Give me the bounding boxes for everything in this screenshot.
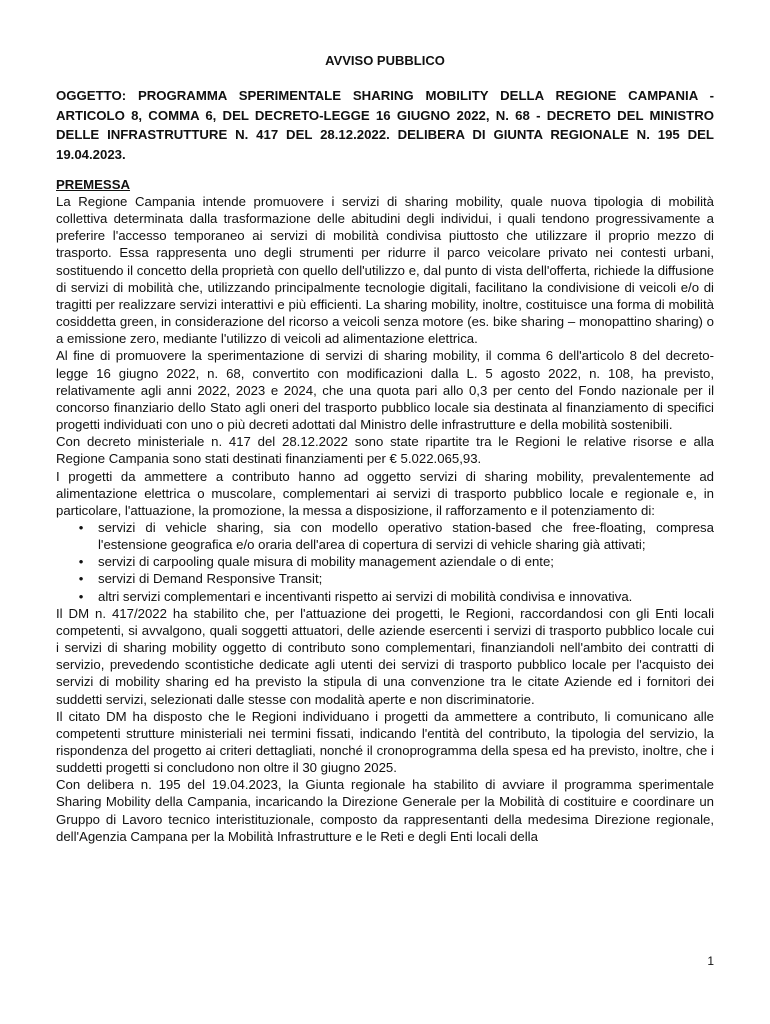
bullet-icon: • — [78, 519, 84, 535]
bullet-item — [78, 553, 714, 570]
paragraph-6: Il citato DM ha disposto che le Regioni individuano i progetti da ammettere a contributo, li comunicano alle competenti strutture ministeriali nei termini fissati, indicando l'entità del contributo, la tipologia del servizio, la rispondenza del progetto ai criteri dettagliati, nonché il cronoprogramma della spesa ed ha previsto, inoltre, che i suddetti progetti si concludono non oltre il 30 giugno 2025. — [56, 708, 714, 776]
bullet-text: servizi di carpooling quale misura di mobility management aziendale o di ente; — [98, 554, 554, 570]
paragraph-1: La Regione Campania intende promuovere i servizi di sharing mobility, quale nuova tipologia di mobilità collettiva determinata dalla trasformazione delle abitudini degli individui, i quali tendono progressivamente a preferire l'accesso temporaneo ai servizi di mobilità condivisa piuttosto che utilizzare il proprio mezzo di trasporto. Essa rappresenta uno degli strumenti per ridurre il parco veicolare privato nei contesti urbani, sostituendo il concetto della proprietà con quello dell'utilizzo e, dal punto di vista dell'offerta, richiede la diffusione di servizi di mobilità che, utilizzando principalmente tecnologie digitali, facilitano la condivisione di veicoli e/o di tragitti per realizzare servizi interattivi e più efficienti. La sharing mobility, inoltre, costituisce una forma di mobilità cosiddetta green, in considerazione del ricorso a veicoli senza motore (es. bike sharing – monopattino sharing) o a emissione zero, mediante l'utilizzo di veicoli ad alimentazione elettrica. — [56, 194, 714, 347]
bullet-icon: • — [78, 554, 84, 570]
paragraph-7: Con delibera n. 195 del 19.04.2023, la Giunta regionale ha stabilito di avviare il programma sperimentale Sharing Mobility della Campania, incaricando la Direzione Generale per la Mobilità di costituire e coordinare un Gruppo di Lavoro tecnico interistituzionale, composto da rappresentanti della medesima Direzione regionale, dell'Agenzia Campana per la Mobilità Infrastrutture e le Reti e degli Enti locali della — [56, 777, 714, 844]
notice-title: AVVISO PUBBLICO — [325, 53, 445, 68]
body-text — [56, 193, 714, 845]
subject-heading: OGGETTO: PROGRAMMA SPERIMENTALE SHARING MOBILITY DELLA REGIONE CAMPANIA - ARTICOLO 8, COMMA 6, DEL DECRETO-LEGGE 16 GIUGNO 2022, N. 68 - DECRETO DEL MINISTRO DELLE INFRASTRUTTURE N. 417 DEL 28.12.2022. DELIBERA DI GIUNTA REGIONALE N. 195 DEL 19.04.2023. — [56, 88, 714, 162]
bullet-item — [78, 570, 714, 587]
section-heading-premessa: PREMESSA — [56, 177, 131, 192]
bullet-icon: • — [78, 588, 84, 604]
page-number: 1 — [707, 954, 714, 968]
bullet-item — [78, 519, 714, 553]
paragraph-4: I progetti da ammettere a contributo hanno ad oggetto servizi di sharing mobility, prevalentemente ad alimentazione elettrica o muscolare, complementari ai servizi di trasporto pubblico locale e regionale e, in particolare, l'attuazione, la promozione, la messa a disposizione, il rafforzamento e il potenziamento di: — [56, 468, 714, 518]
paragraph-3: Con decreto ministeriale n. 417 del 28.12.2022 sono state ripartite tra le Regioni le relative risorse e alla Regione Campania sono stati destinati finanziamenti per € 5.022.065,93. — [56, 434, 714, 467]
services-bullet-list — [56, 519, 714, 605]
paragraph-2: Al fine di promuovere la sperimentazione di servizi di sharing mobility, il comma 6 dell'articolo 8 del decreto-legge 16 giugno 2022, n. 68, convertito con modificazioni dalla L. 5 agosto 2022, n. 108, ha previsto, relativamente agli anni 2022, 2023 e 2024, che una quota pari allo 0,3 per cento del Fondo nazionale per il concorso finanziario dello Stato agli oneri del trasporto pubblico locale sia destinata al finanziamento di specifici progetti individuati con uno o più decreti adottati dal Ministro delle infrastrutture e della mobilità sostenibili. — [56, 348, 714, 433]
bullet-text: servizi di Demand Responsive Transit; — [98, 571, 323, 587]
bullet-item — [78, 588, 714, 605]
bullet-text: altri servizi complementari e incentivanti rispetto ai servizi di mobilità condivisa e innovativa. — [98, 588, 633, 604]
bullet-text: servizi di vehicle sharing, sia con modello operativo station-based che free-floating, compresa l'estensione geografica e/o oraria dell'area di copertura di servizi di vehicle sharing già attivati; — [98, 519, 714, 553]
paragraph-5: Il DM n. 417/2022 ha stabilito che, per l'attuazione dei progetti, le Regioni, raccordandosi con gli Enti locali competenti, si avvalgono, quali soggetti attuatori, delle aziende esercenti i servizi di trasporto pubblico locale cui i servizi di sharing mobility oggetto di contributo sono complementari, finanziandoli nell'ambito dei contratti di servizio, prevedendo scontistiche dedicate agli utenti dei servizi di trasporto pubblico locale per l'acquisto dei servizi di mobility sharing ed ha previsto la stipula di una convenzione tra le citate Aziende ed i fornitori dei suddetti servizi, selezionati dalle stesse con modalità aperte e non discriminatorie. — [56, 605, 714, 707]
bullet-icon: • — [78, 571, 84, 587]
